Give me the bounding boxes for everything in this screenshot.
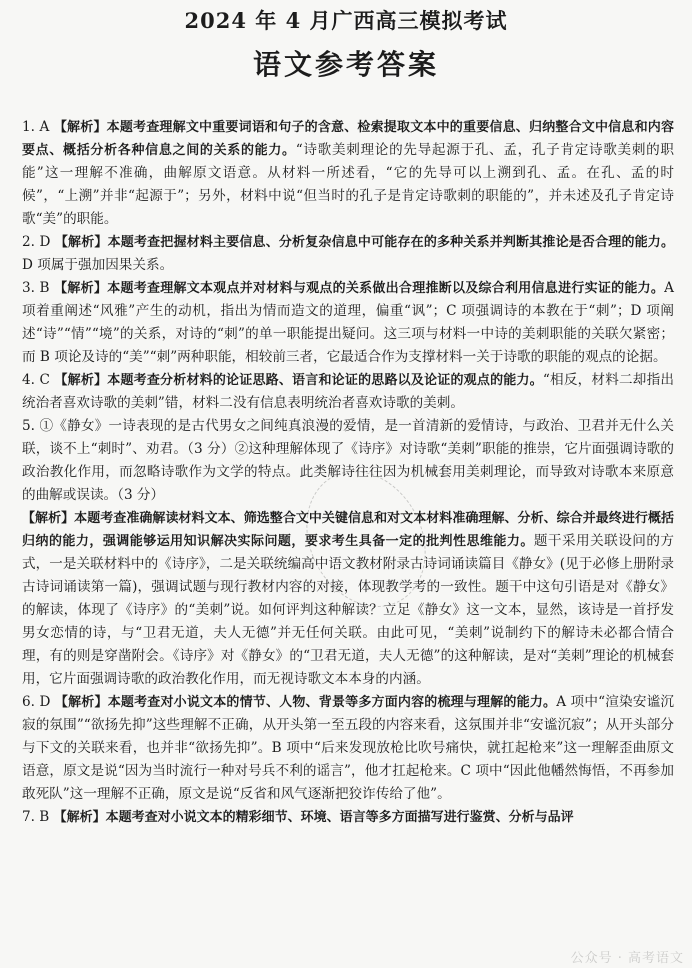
analysis-tag: 【解析】 — [54, 373, 108, 388]
answer-item-5-analysis — [22, 507, 674, 691]
analysis-tag: 【解析】 — [53, 120, 107, 135]
answer-number: 4. C — [22, 372, 50, 388]
analysis-text: 题干采用关联设问的方式，一是关联材料中的《诗序》，二是关联统编高中语文教材附录古诗词诵读篇目《静女》(见于必修上册附录古诗词诵读第一篇)，强调试题与现行教材内容的对接，体现教学考的一致性。题干中这句引语是对《静女》的解读，体现了《诗序》的“美刺”说。如何评判这种解读？立足《静女》这一文本，显然，该诗是一首抒发男女恋情的诗，与“卫君无道，夫人无德”并无任何关联。由此可见，“美刺”说制约下的解诗未必都合情合理，有的则是穿凿附会。《诗序》对《静女》的“卫君无道，夫人无德”的这种解读，是对“美刺”理论的机械套用，它片面强调诗歌的政治教化作用，而无视诗歌文本本身的内涵。 — [22, 533, 674, 687]
analysis-text: A 项着重阐述“风雅”产生的动机，指出为情而造文的道理，偏重“讽”；C 项强调诗的本教在于“刺”；D 项阐述“诗”“情”“境”的关系，对诗的“刺”的单一职能提出疑问。这三项与材料一中诗的美刺职能的关联欠紧密；而 B 项论及诗的“美”“刺”两种职能，相较前三者，它最适合作为支撑材料一关于诗歌的职能的观点的论据。 — [22, 280, 674, 365]
document-subtitle: 语文参考答案 — [252, 48, 439, 81]
analysis-text: “诗歌美刺理论的先导起源于孔、孟，孔子肯定诗歌美刺的职能”这一理解不准确，曲解原文语意。从材料一所述看，“它的先导可以上溯到孔、孟。在孔、孟的时候”，“上溯”并非“起源于”；另外，材料中说“但当时的孔子是肯定诗歌刺的职能的”，并未述及孔子肯定诗歌“美”的职能。 — [22, 142, 674, 227]
analysis-lead: 本题考查对小说文本的精彩细节、环境、语言等多方面描写进行鉴赏、分析与品评 — [105, 810, 574, 825]
answer-number: 7. B — [22, 809, 50, 825]
answer-body — [22, 116, 674, 829]
answer-item-3 — [22, 277, 674, 369]
answer-number: 1. A — [22, 119, 50, 135]
answer-item-2 — [22, 231, 674, 277]
answer-item-6 — [22, 691, 674, 806]
analysis-text: A 项中“渲染安谧沉寂的氛围”“欲扬先抑”这些理解不正确，从开头第一至五段的内容来看，这氛围并非“安谧沉寂”；从开头部分与下文的关联来看，也并非“欲扬先抑”。B 项中“后来发现放枪比吹号痛快，就扛起枪来”这一理解歪曲原文语意，原文是说“因为当时流行一种对号兵不利的谣言”，他才扛起枪来。C 项中“因此他幡然悔悟，不再参加敢死队”这一理解不正确，原文是说“反省和风气逐渐把狡诈传给了他”。 — [22, 694, 674, 802]
analysis-tag: 【解析】 — [54, 235, 108, 250]
analysis-text: “相反，材料二却指出统治者喜欢诗歌的美刺”错，材料二没有信息表明统治者喜欢诗歌的美刺。 — [22, 372, 674, 411]
answer-item-1 — [22, 116, 674, 231]
analysis-tag: 【解析】 — [54, 695, 108, 710]
answer-number: 6. D — [22, 694, 51, 710]
analysis-lead: 本题考查对小说文本的情节、人物、背景等多方面内容的梳理与理解的能力。 — [107, 695, 557, 710]
analysis-lead: 本题考查把握材料主要信息、分析复杂信息中可能存在的多种关系并判断其推论是否合理的能力。 — [107, 235, 674, 250]
answer-number: 5. — [22, 418, 40, 434]
answer-item-5 — [22, 415, 674, 507]
answer-text: ①《静女》一诗表现的是古代男女之间纯真浪漫的爱情，是一首清新的爱情诗，与政治、卫君并无什么关联，谈不上“刺时”、劝君。（3 分）②这种理解体现了《诗序》对诗歌“美刺”职能的推崇，它片面强调诗歌的政治教化作用，而忽略诗歌作为文学的特点。此类解诗往往因为机械套用美刺理论，而导致对诗歌本来原意的曲解或误读。（3 分） — [22, 418, 674, 503]
analysis-tag: 【解析】 — [53, 810, 106, 825]
analysis-lead: 本题考查理解文中重要词语和句子的含意、检索提取文本中的重要信息、归纳整合文中信息和内容要点、概括分析各种信息之间的关系的能力。 — [22, 120, 674, 158]
analysis-lead: 本题考查理解文本观点并对材料与观点的关系做出合理推断以及综合利用信息进行实证的能力。 — [107, 281, 665, 296]
answer-item-7 — [22, 806, 674, 829]
analysis-text: D 项属于强加因果关系。 — [22, 257, 174, 273]
analysis-lead: 本题考查准确解读材料文本、筛选整合文中关键信息和对文本材料准确理解、分析、综合并最终进行概括归纳的能力，强调能够运用知识解决实际问题，要求考生具备一定的批判性思维能力。 — [22, 511, 674, 549]
exam-title: 2024 年 4 月广西高三模拟考试 — [184, 8, 508, 33]
answer-number: 3. B — [22, 280, 50, 296]
watermark: 公众号 · 高考语文 — [570, 951, 684, 966]
analysis-lead: 本题考查分析材料的论证思路、语言和论证的思路以及论证的观点的能力。 — [107, 373, 543, 388]
answer-number: 2. D — [22, 234, 51, 250]
analysis-tag: 【解析】 — [54, 281, 108, 296]
answer-item-4 — [22, 369, 674, 415]
analysis-tag: 【解析】 — [22, 511, 75, 526]
